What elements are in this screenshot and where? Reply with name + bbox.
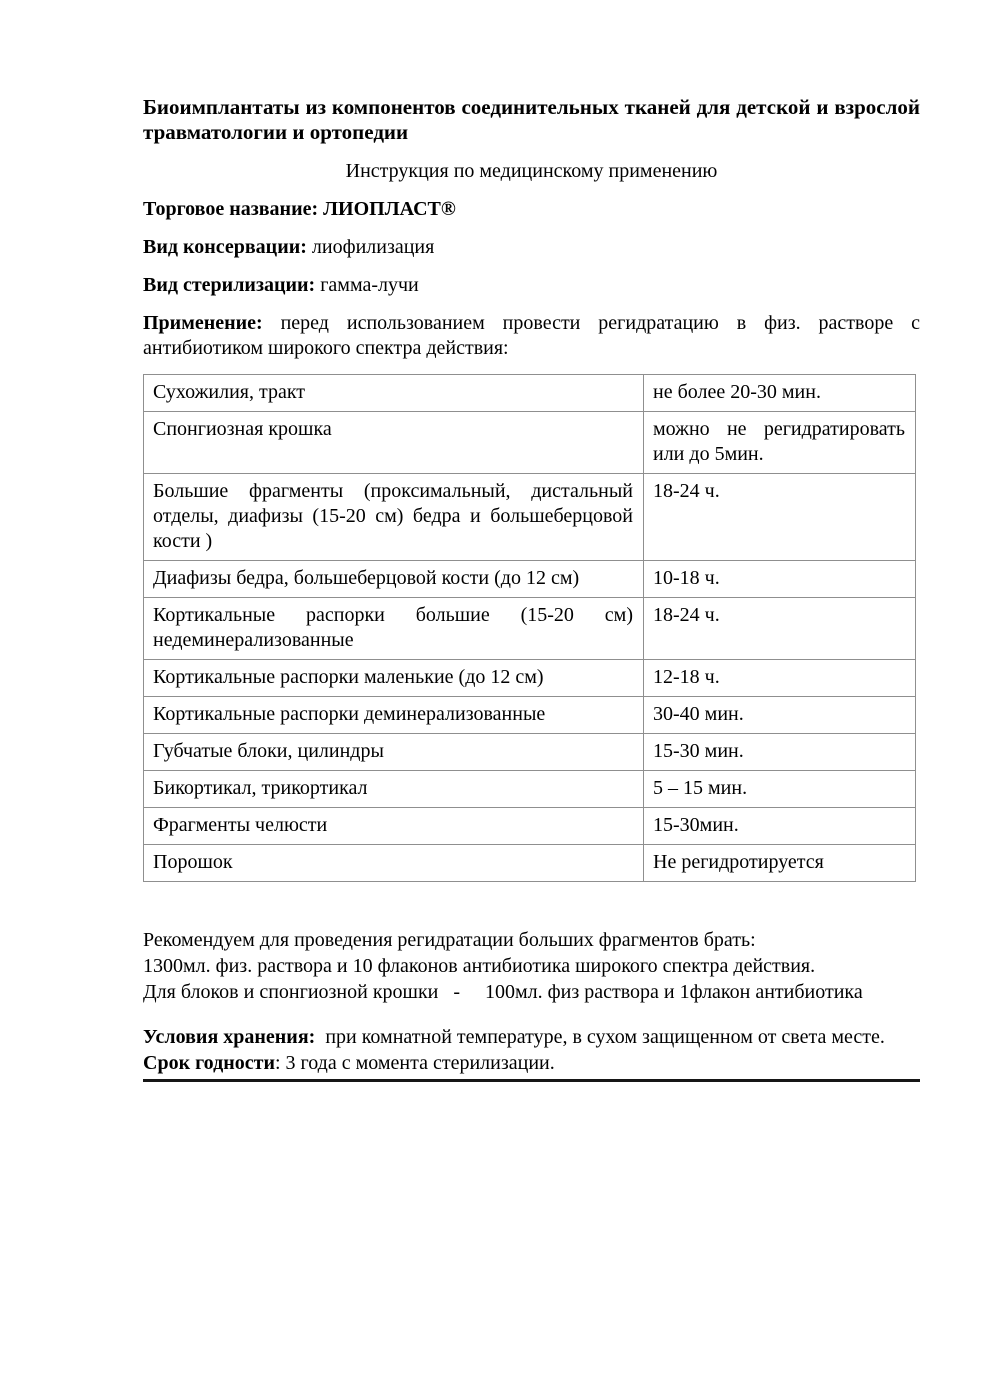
material-cell: Спонгиозная крошка [144, 412, 644, 474]
field-sterilization-value: гамма-лучи [315, 274, 419, 296]
material-cell: Порошок [144, 845, 644, 882]
table-row [144, 697, 916, 734]
table-row [144, 808, 916, 845]
time-cell: 30-40 мин. [644, 697, 916, 734]
field-application-value: перед использованием провести регидратацию в физ. растворе с антибиотиком широкого спектра действия: [143, 312, 920, 359]
time-cell: 18-24 ч. [644, 598, 916, 660]
table-row [144, 412, 916, 474]
field-trade-name [143, 197, 920, 222]
material-cell: Кортикальные распорки большие (15-20 см) недеминерализованные [144, 598, 644, 660]
time-cell: Не регидротируется [644, 845, 916, 882]
rehydration-table [143, 374, 916, 882]
time-cell: 12-18 ч. [644, 660, 916, 697]
time-cell: 15-30 мин. [644, 734, 916, 771]
storage-block [143, 1024, 920, 1076]
field-conservation [143, 235, 920, 260]
field-conservation-label: Вид консервации: [143, 236, 307, 258]
document-subtitle: Инструкция по медицинскому применению [345, 160, 718, 182]
table-row [144, 375, 916, 412]
storage-conditions-label: Условия хранения: [143, 1026, 316, 1048]
material-cell: Кортикальные распорки деминерализованные [144, 697, 644, 734]
material-cell: Фрагменты челюсти [144, 808, 644, 845]
material-cell: Бикортикал, трикортикал [144, 771, 644, 808]
table-row [144, 771, 916, 808]
time-cell: 15-30мин. [644, 808, 916, 845]
document-title: Биоимплантаты из компонентов соединительных тканей для детской и взрослой травматологии и ортопедии [143, 95, 920, 144]
table-row [144, 734, 916, 771]
material-cell: Диафизы бедра, большеберцовой кости (до 12 см) [144, 561, 644, 598]
time-cell: 18-24 ч. [644, 474, 916, 561]
material-cell: Кортикальные распорки маленькие (до 12 см) [144, 660, 644, 697]
field-sterilization-label: Вид стерилизации: [143, 274, 316, 296]
time-cell: 5 – 15 мин. [644, 771, 916, 808]
recommendation-block [143, 927, 920, 1005]
field-application [143, 311, 920, 361]
table-row [144, 598, 916, 660]
shelf-life-value: : 3 года с момента стерилизации. [274, 1052, 555, 1074]
table-row [144, 474, 916, 561]
recommendation-line-2: 1300мл. физ. раствора и 10 флаконов антибиотика широкого спектра действия. [143, 955, 816, 977]
field-trade-name-value: ЛИОПЛАСТ® [318, 198, 456, 220]
recommendation-line-1: Рекомендуем для проведения регидратации больших фрагментов брать: [143, 929, 756, 951]
field-application-label: Применение: [143, 312, 263, 334]
time-cell: не более 20-30 мин. [644, 375, 916, 412]
field-trade-name-label: Торговое название: [143, 198, 319, 220]
material-cell: Большие фрагменты (проксимальный, дистальный отделы, диафизы (15-20 см) бедра и большеберцовой кости ) [144, 474, 644, 561]
field-sterilization [143, 273, 920, 298]
table-row [144, 561, 916, 598]
material-cell: Сухожилия, тракт [144, 375, 644, 412]
table-row [144, 845, 916, 882]
time-cell: можно не регидратировать или до 5мин. [644, 412, 916, 474]
bottom-rule [143, 1079, 920, 1082]
storage-conditions [143, 1024, 920, 1050]
field-conservation-value: лиофилизация [306, 236, 435, 258]
shelf-life-label: Срок годности [143, 1052, 275, 1074]
recommendation-line-3: Для блоков и спонгиозной крошки - 100мл. физ раствора и 1флакон антибиотика [143, 981, 863, 1003]
material-cell: Губчатые блоки, цилиндры [144, 734, 644, 771]
time-cell: 10-18 ч. [644, 561, 916, 598]
table-row [144, 660, 916, 697]
shelf-life [143, 1050, 920, 1076]
storage-conditions-value: при комнатной температуре, в сухом защищенном от света месте. [315, 1026, 885, 1048]
